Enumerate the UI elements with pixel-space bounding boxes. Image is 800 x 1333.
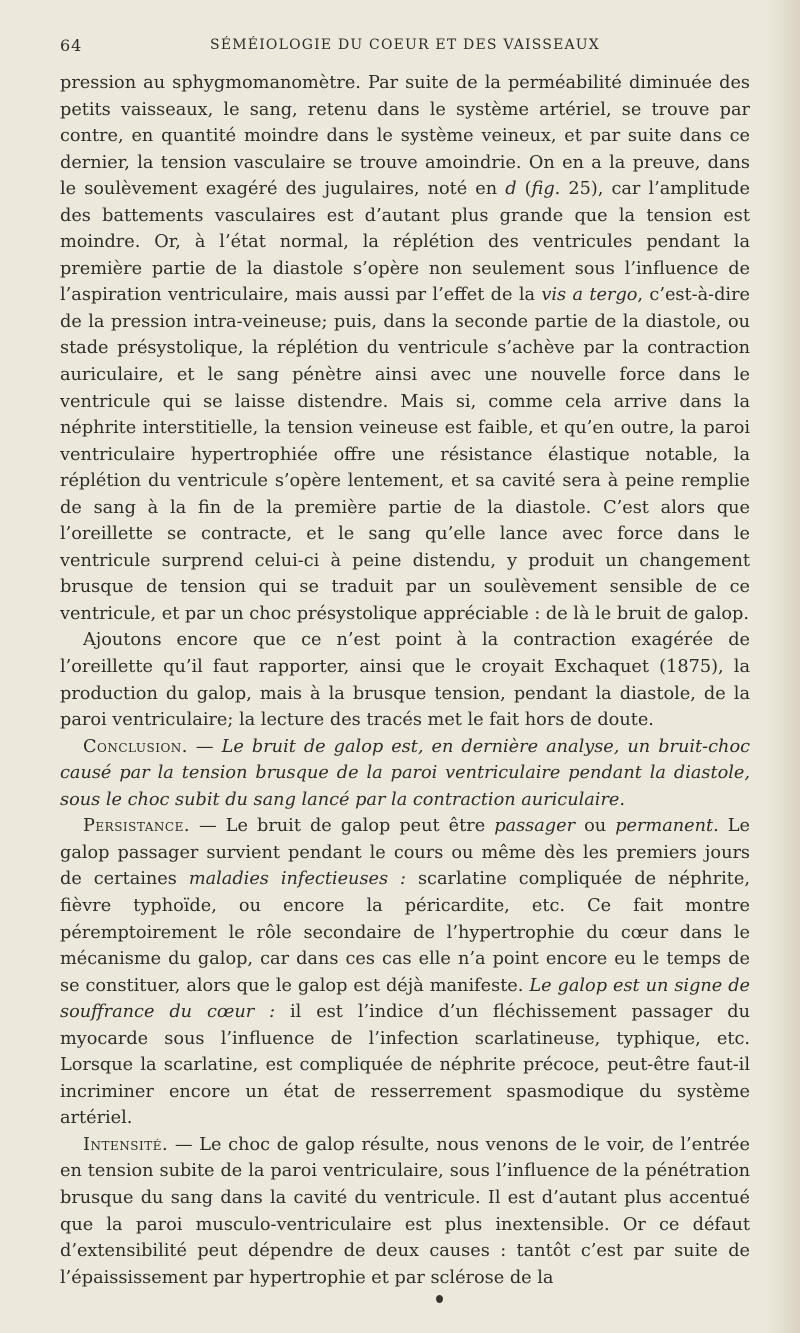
figure-letter: d [505, 179, 517, 200]
conclusion-statement: Le bruit de galop est, en dernière analyse, un bruit-choc causé par la tension brusque de la paroi ventriculaire pendant la diastole, sous le choc subit du sang lancé par la contraction auriculaire. [60, 736, 750, 810]
section-label-intensite: Intensité. [83, 1134, 169, 1155]
paragraph-conclusion: Conclusion. — Le bruit de galop est, en dernière analyse, un bruit-choc causé par la tension brusque de la paroi ventriculaire pendant la diastole, sous le choc subit du sang lancé par la contraction auriculaire. [60, 736, 750, 810]
page-header [60, 36, 750, 60]
latin-phrase: vis a tergo [541, 285, 638, 306]
body-text [60, 70, 750, 1291]
paragraph-intensite: Intensité. — Le choc de galop résulte, nous venons de le voir, de l’entrée en tension subite de la paroi ventriculaire, sous l’influence de la pénétration brusque du sang dans la cavité du ventricule. Il est d’autant plus accentué que la paroi musculo-ventriculaire est plus inextensible. Or ce défaut d’extensibilité peut dépendre de deux causes : tantôt c’est par suite de l’épaississement par hypertrophie et par sclérose de la [60, 1134, 750, 1288]
paragraph-mechanism: pression au sphygmomanomètre. Par suite de la perméabilité diminuée des petits vaisseaux, le sang, retenu dans le système artériel, se trouve par contre, en quantité moindre dans le système veineux, et par suite dans ce dernier, la tension vasculaire se trouve amoindrie. On en a la preuve, dans le soulèvement exagéré des jugulaires, noté en d (fig. 25), car l’amplitude des battements vasculaires est d’autant plus grande que la tension est moindre. Or, à l’état normal, la réplétion des ventricules pendant la première partie de la diastole s’opère non seulement sous l’influence de l’aspiration ventriculaire, mais aussi par l’effet de la vis a tergo, c’est-à-dire de la pression intra-veineuse; puis, dans la seconde partie de la diastole, ou stade présystolique, la réplétion du ventricule s’achève par la contraction auriculaire, et le sang pénètre ainsi avec une nouvelle force dans le ventricule qui se laisse distendre. Mais si, comme cela arrive dans la néphrite interstitielle, la tension veineuse est faible, et qu’en outre, la paroi ventriculaire hypertrophiée offre une résistance élastique notable, la réplétion du ventricule s’opère lentement, et sa cavité sera à peine remplie de sang à la fin de la première partie de la diastole. C’est alors que l’oreillette se contracte, et le sang qu’elle lance avec force dans le ventricule surprend celui-ci à peine distendu, y produit un changement brusque de tension qui se traduit par un soulèvement sensible de ce ventricule, et par un choc présystolique appréciable : de là le bruit de galop. [60, 73, 750, 624]
running-title: SÉMÉIOLOGIE DU COEUR ET DES VAISSEAUX [210, 37, 600, 53]
ink-dot-mark [436, 1295, 443, 1303]
paragraph-persistance: Persistance. — Le bruit de galop peut être passager ou permanent. Le galop passager survient pendant le cours ou même dès les premiers jours de certaines maladies infectieuses : scarlatine compliquée de néphrite, fièvre typhoïde, ou encore la péricardite, etc. Ce fait montre péremptoirement le rôle secondaire de l’hypertrophie du cœur dans le mécanisme du galop, car dans ces cas elle n’a point encore eu le temps de se constituer, alors que le galop est déjà manifeste. Le galop est un signe de souffrance du cœur : il est l’indice d’un fléchissement passager du myocarde sous l’influence de l’infection scarlatineuse, typhique, etc. Lorsque la scarlatine, est compliquée de néphrite précoce, peut-être faut-il incriminer encore un état de resserrement spasmodique du système artériel. [60, 816, 750, 1129]
paragraph-exchaquet: Ajoutons encore que ce n’est point à la contraction exagérée de l’oreillette qu’il faut rapporter, ainsi que le croyait Exchaquet (1875), la production du galop, mais à la brusque tension, pendant la diastole, de la paroi ventriculaire; la lecture des tracés met le fait hors de doute. [60, 630, 750, 731]
figure-reference: fig. [531, 179, 561, 200]
page-number: 64 [60, 36, 83, 55]
section-label-persistance: Persistance. [83, 816, 190, 837]
section-label-conclusion: Conclusion. [83, 736, 188, 757]
